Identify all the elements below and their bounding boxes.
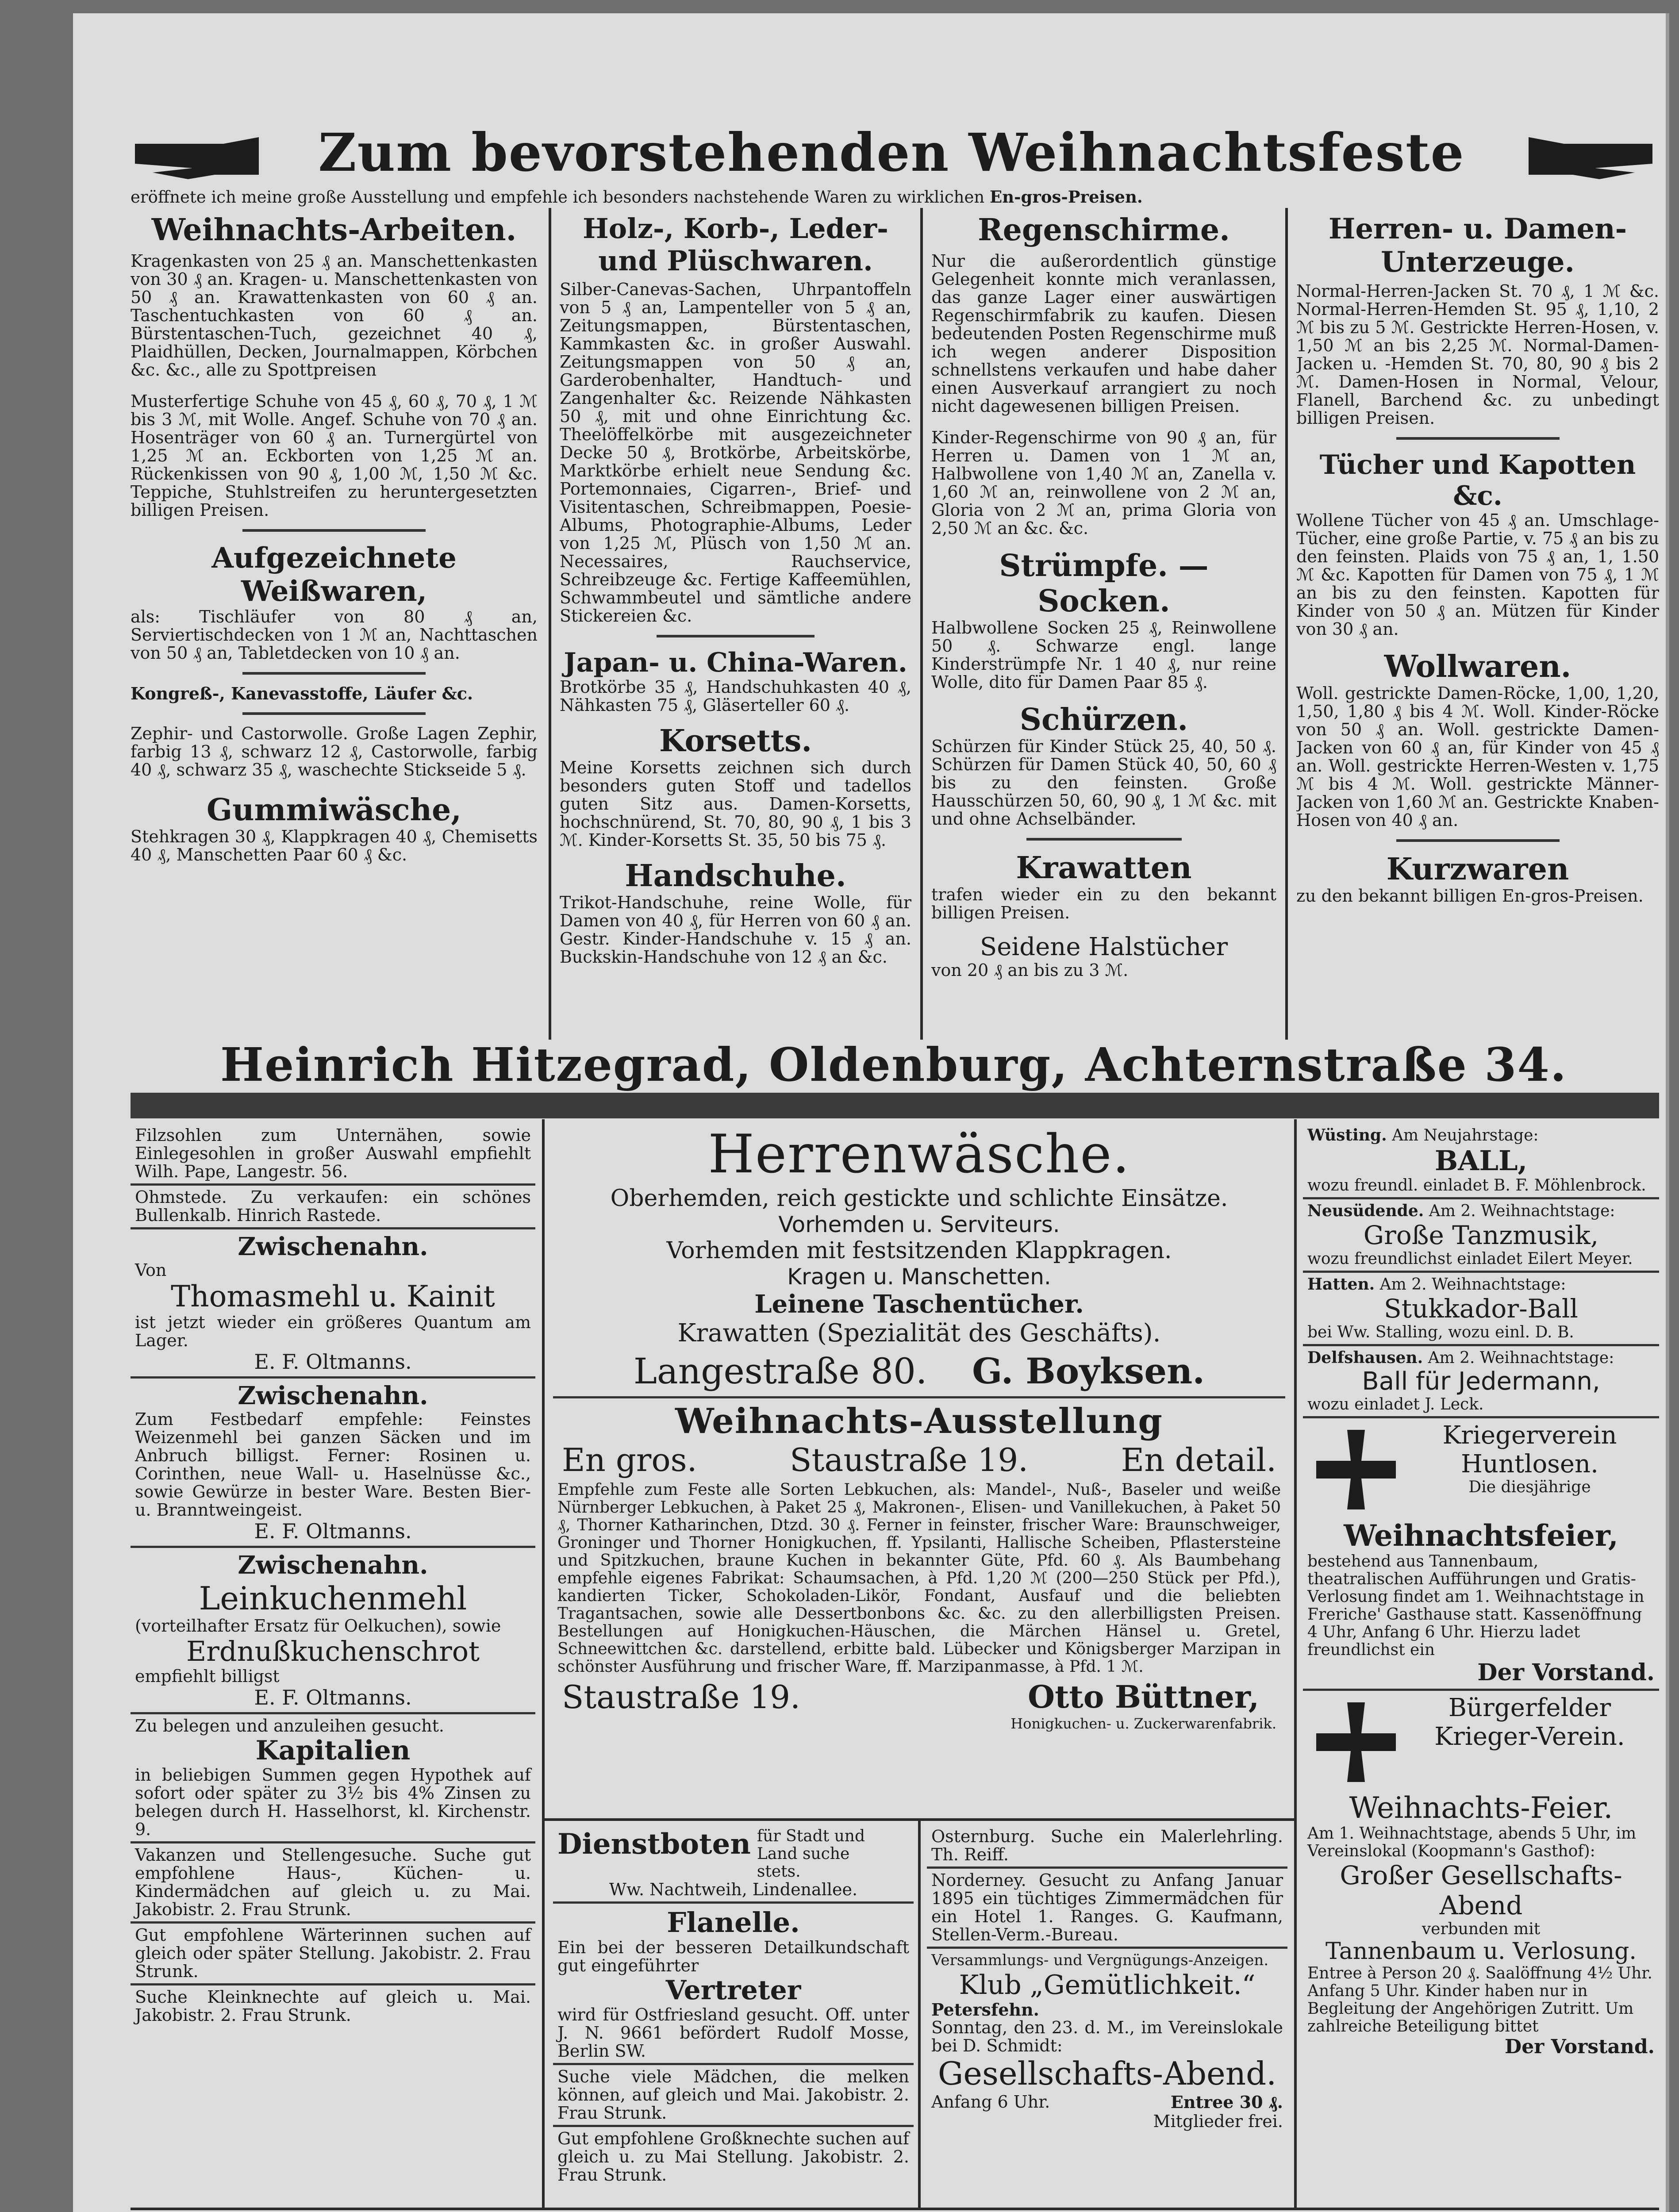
ad-engros: En gros.	[562, 1441, 697, 1479]
section-text: Kragenkasten von 25 ₰ an. Manschettenkasten von 30 ₰ an. Kragen- u. Manschettenkasten von 50 ₰ an. Krawattenkasten von 60 ₰ an. Taschentuchkasten von 60 ₰ an. Bürstentaschen-Tuch, gezeichnet 40 ₰, Plaidhüllen, Decken, Journalmappen, Körbchen &c. &c., alle zu Spottpreisen	[131, 251, 538, 380]
section-text: Brotkörbe 35 ₰, Handschuhkasten 40 ₰, Nähkasten 75 ₰, Gläserteller 60 ₰.	[560, 677, 911, 715]
ad-line: Krawatten (Spezialität des Geschäfts).	[677, 1319, 1161, 1348]
section-text: zu den bekannt billigen En-gros-Preisen.	[1296, 886, 1644, 906]
ad-footer-row	[553, 1350, 1285, 1392]
ad-heading: Bürgerfelder Krieger-Verein.	[1434, 1694, 1625, 1751]
column-rule	[918, 1818, 921, 2208]
ad-text: wozu einladet J. Leck.	[1307, 1395, 1484, 1413]
left-ads-column	[131, 1124, 535, 2208]
ad-text	[1307, 1275, 1655, 1294]
divider	[1396, 839, 1560, 842]
ad-text	[1307, 1349, 1655, 1367]
ad-heading: BALL,	[1434, 1144, 1528, 1177]
ad-kriegerverein-huntlosen	[1303, 1418, 1659, 1691]
ad-herrenwaesche	[553, 1124, 1285, 1398]
column-rule	[1294, 1119, 1297, 2208]
ad-address: Langestraße 80.	[633, 1351, 927, 1392]
divider	[242, 672, 426, 675]
ad-place: Delfshausen.	[1307, 1348, 1423, 1367]
ad-signature: E. F. Oltmanns.	[254, 1350, 412, 1374]
section-text: trafen wieder ein zu den bekannt billigen Preisen.	[931, 885, 1276, 922]
ad-text: Von	[135, 1260, 167, 1280]
ad-subhead-row	[553, 1441, 1285, 1479]
ad-festbedarf	[131, 1379, 535, 1548]
ad-heading: Klub „Gemütlichkeit.“	[959, 1970, 1256, 2001]
pointing-hand-left-icon	[126, 126, 268, 185]
ad-text: Entree à Person 20 ₰. Saalöffnung 4½ Uhr. Anfang 5 Uhr. Kinder haben nur in Begleitung der Angehörigen Zutritt. Um zahlreiche Beteiligung bittet	[1307, 1964, 1652, 2035]
ad-heading: Kapitalien	[255, 1735, 411, 1766]
section-heading: Aufgezeichnete Weißwaren,	[211, 541, 457, 608]
ad-text: ist jetzt wieder ein größeres Quantum am Lager.	[135, 1313, 531, 1350]
section-text: als: Tischläufer von 80 ₰ an, Serviertischdecken von 1 ℳ an, Nachttaschen von 50 ₰ an, Tabletdecken von 10 ₰ an.	[131, 607, 538, 663]
ad-heading: Ball für Jedermann,	[1362, 1367, 1600, 1396]
section-heading: Herren- u. Damen-Unterzeuge.	[1328, 212, 1627, 279]
ad-heading: Stukkador-Ball	[1384, 1294, 1578, 1324]
column-rule	[1285, 208, 1288, 1040]
ad-members: Mitglieder frei.	[1153, 2112, 1283, 2131]
ad-firm-sub: Honigkuchen- u. Zuckerwarenfabrik.	[1010, 1715, 1276, 1732]
ad-date: Am 2. Weihnachtstage:	[1428, 1349, 1614, 1367]
divider	[1026, 838, 1182, 841]
section-heading: Krawatten	[1016, 850, 1192, 886]
ad-text: Zu belegen und anzuleihen gesucht.	[135, 1716, 444, 1736]
ad-heading: Thomasmehl u. Kainit	[171, 1279, 495, 1313]
section-text: Nur die außerordentlich günstige Gelegenheit konnte mich veranlassen, das ganze Lager einer auswärtigen Regenschirmfabrik zu kaufen. Diesen bedeutenden Posten Regenschirme muß ich wegen anderer Disposition schnellstens verkaufen und habe daher einen Ausverkauf arrangiert zu noch nicht dagewesenen billigen Preisen.	[931, 251, 1276, 416]
ad-text: in beliebigen Summen gegen Hypothek auf sofort oder später zu 3½ bis 4% Zinsen zu belegen durch H. Hasselhorst, kl. Kirchenstr. 9.	[135, 1765, 531, 1839]
ad-text: Am 1. Weihnachtstage, abends 5 Uhr, im Vereinslokal (Koopmann's Gasthof):	[1307, 1824, 1637, 1860]
ad-text: wozu freundl. einladet B. F. Möhlenbrock.	[1307, 1176, 1646, 1194]
section-heading: Korsetts.	[659, 723, 812, 759]
section-heading: Schürzen.	[1019, 702, 1188, 737]
ad-place: Neusüdende.	[1307, 1202, 1424, 1220]
ad-delfshausen	[1303, 1346, 1659, 1418]
ad-entry: Entree 30 ₰.	[1170, 2092, 1283, 2112]
merchant-signature: Heinrich Hitzegrad, Oldenburg, Achternstraße 34.	[220, 1037, 1568, 1092]
section-text: Woll. gestrickte Damen-Röcke, 1,00, 1,20, 1,50, 1,80 ₰ bis 4 ℳ. Woll. Kinder-Röcke von 50 ₰ an. Woll. gestrickte Damen-Jacken von 60 ₰ an, für Kinder von 45 ₰ an. Woll. gestrickte Herren-Westen v. 1,75 ℳ bis 4 ℳ. Woll. gestrickte Männer-Jacken von 1,60 ℳ an. Gestrickte Knaben-Hosen von 40 ₰ an.	[1296, 684, 1659, 830]
ad-flanelle	[553, 1904, 914, 2065]
ad-vakanzen: Vakanzen und Stellengesuche. Suche gut empfohlene Haus-, Küchen- u. Kindermädchen auf gleich u. zu Mai. Jakobistr. 2. Frau Strunk.	[131, 1843, 535, 1924]
iron-cross-icon	[1312, 1698, 1400, 1786]
section-heading: Seidene Halstücher	[980, 933, 1228, 961]
header-subtitle	[131, 188, 1657, 206]
ad-line: Oberhemden, reich gestickte und schlichte Einsätze.	[610, 1185, 1228, 1212]
column-3	[931, 212, 1276, 1044]
ad-signature: E. F. Oltmanns.	[254, 1686, 412, 1709]
section-heading: Weihnachts-Arbeiten.	[151, 212, 517, 248]
section-heading: Wollwaren.	[1384, 649, 1571, 684]
ad-heading: Weihnachts-Ausstellung	[675, 1401, 1163, 1441]
ad-line: Kragen u. Manschetten.	[787, 1264, 1051, 1290]
divider	[657, 635, 815, 637]
ad-text	[1307, 1202, 1655, 1220]
footer-rule	[131, 2208, 1659, 2210]
section-text: von 20 ₰ an bis zu 3 ℳ.	[931, 960, 1129, 980]
section-text: Wollene Tücher von 45 ₰ an. Umschlage-Tücher, eine große Partie, v. 75 ₰ an bis zu den feinsten. Plaids von 75 ₰ an, 1, 1.50 ℳ &c. Kapotten für Damen von 75 ₰, 1 ℳ an bis zu den feinsten. Kapotten für Kinder von 50 ₰ an. Mützen für Kinder von 30 ₰ an.	[1296, 511, 1659, 639]
ad-text: Petersfehn.	[931, 2000, 1039, 2020]
ad-time: Anfang 6 Uhr.	[931, 2092, 1050, 2112]
section-heading: Handschuhe.	[625, 858, 846, 894]
ad-wuesting	[1303, 1124, 1659, 1199]
ad-text: empfiehlt billigst	[135, 1667, 280, 1686]
ad-heading: Gesellschafts-Abend.	[937, 2055, 1277, 2092]
section-text: Trikot-Handschuhe, reine Wolle, für Damen von 40 ₰, für Herren von 60 ₰ an. Gestr. Kinder-Handschuhe v. 15 ₰ an. Buckskin-Handschuhe von 12 ₰ an &c.	[560, 893, 911, 967]
ad-firm-block	[1010, 1678, 1276, 1732]
ad-endetail: En detail.	[1121, 1441, 1276, 1479]
ad-kleinknechte: Suche Kleinknechte auf gleich u. Mai. Jakobistr. 2. Frau Strunk.	[135, 1987, 531, 2025]
ad-text: Die diesjährige	[1468, 1478, 1591, 1496]
ad-firm: Otto Büttner,	[1028, 1678, 1260, 1715]
ad-text: Sonntag, den 23. d. M., im Vereinslokale bei D. Schmidt:	[931, 2018, 1283, 2055]
page-title: Zum bevorstehenden Weihnachtsfeste	[318, 122, 1465, 183]
ad-neusuedende	[1303, 1199, 1659, 1273]
ad-heading: Zwischenahn.	[238, 1551, 428, 1580]
ad-weihnachtsausstellung	[553, 1398, 1285, 1732]
iron-cross-icon	[1312, 1425, 1400, 1514]
ad-maedchen: Suche viele Mädchen, die melken können, auf gleich und Mai. Jakobistr. 2. Frau Strunk.	[553, 2065, 914, 2127]
ad-norderney: Norderney. Gesucht zu Anfang Januar 1895 ein tüchtiges Zimmermädchen für ein Hotel 1. Ranges. G. Kaufmann, Stellen-Verm.-Bureau.	[927, 1869, 1287, 1949]
ad-date: Am Neujahrstage:	[1392, 1126, 1539, 1144]
column-rule	[549, 208, 551, 1040]
ad-ohmstede: Ohmstede. Zu verkaufen: ein schönes Bullenkalb. Hinrich Rastede.	[131, 1186, 535, 1229]
ad-place: Wüsting.	[1307, 1126, 1387, 1144]
ad-line: Vorhemden u. Serviteurs.	[778, 1212, 1060, 1237]
section-text: Meine Korsetts zeichnen sich durch besonders guten Stoff und tadellos guten Sitz aus. Damen-Korsetts, hochschnürend, St. 70, 80, 90 ₰, 1 bis 3 ℳ. Kinder-Korsetts St. 35, 50 bis 75 ₰.	[560, 758, 911, 850]
ad-footer-row	[553, 1678, 1285, 1732]
section-heading: Strümpfe. — Socken.	[999, 548, 1209, 619]
ad-kapitalien	[131, 1714, 535, 1843]
column-rule	[920, 208, 923, 1040]
ad-text: verbunden mit	[1422, 1920, 1541, 1938]
section-heading: Kurzwaren	[1386, 852, 1569, 887]
column-rule	[542, 1119, 545, 2208]
ad-heading: Zwischenahn.	[238, 1381, 428, 1410]
section-text: Normal-Herren-Jacken St. 70 ₰, 1 ℳ &c. Normal-Herren-Hemden St. 95 ₰, 1,10, 2 ℳ bis zu 5 ℳ. Gestrickte Herren-Hosen, v. 1,50 ℳ an bis 2,25 ℳ. Normal-Damen-Jacken u. -Hemden St. 70, 80, 90 ₰ bis 2 ℳ. Damen-Hosen in Normal, Velour, Flanell, Barchend &c. zu unbedingt billigen Preisen.	[1296, 281, 1659, 428]
ad-buergerfelder	[1303, 1691, 1659, 2061]
section-heading: Gummiwäsche,	[207, 792, 461, 828]
ad-heading: Weihnachts-Feier.	[1349, 1791, 1613, 1825]
section-heading: Holz-, Korb-, Leder- und Plüschwaren.	[583, 212, 888, 277]
section-heading: Regenschirme.	[978, 212, 1230, 248]
ad-text: Ein bei der besseren Detailkundschaft gut eingeführter	[557, 1938, 909, 1975]
ad-heading: Flanelle.	[667, 1906, 800, 1939]
ad-signature: E. F. Oltmanns.	[254, 1519, 412, 1543]
section-text: Halbwollene Socken 25 ₰, Reinwollene 50 ₰. Schwarze engl. lange Kinderstrümpfe Nr. 1 40 ₰, nur reine Wolle, dito für Damen Paar 85 ₰.	[931, 618, 1276, 692]
ad-text: Empfehle zum Feste alle Sorten Lebkuchen, als: Mandel-, Nuß-, Baseler und weiße Nürnberger Lebkuchen, à Paket 25 ₰, Makronen-, Elisen- und Vanillekuchen, à Paket 50 ₰, Thorner Katharinchen, Dtzd. 30 ₰. Ferner in feinster, frischer Ware: Braunschweiger, Groninger und Thorner Honigkuchen, ff. Ypsilanti, Hallische Scheiben, Pflastersteine und Spitzkuchen, braune Kuchen in bekannter Güte, Pfd. 60 ₰. Als Baumbehang empfehle eigenes Fabrikat: Schaumsachen, à Pfd. 1,20 ℳ (200—250 Stück per Pfd.), kandierten Ticker, Schokoladen-Likör, Fondant, Ausfauf und die beliebten Tragantsachen, sowie alle Dessertbonbons &c. &c. zu den allerbilligsten Preisen. Bestellungen auf Honigkuchen-Häuschen, die Märchen Hänsel u. Gretel, Schneewittchen &c. darstellend, erbitte bald. Lübecker und Königsberger Marzipan in schönster Ausführung und frischer Ware, ff. Marzipanmasse, à Pfd. 1 ℳ.	[557, 1481, 1281, 1676]
ad-dienstboten	[553, 1825, 914, 1904]
center-ads-column	[553, 1124, 1285, 1818]
newspaper-page	[73, 13, 1666, 2212]
ad-klub	[927, 1949, 1287, 2133]
ad-heading: Großer Gesellschafts-Abend	[1340, 1860, 1622, 1920]
ad-heading: Tannenbaum u. Verlosung.	[1326, 1938, 1637, 1965]
heavy-rule	[131, 1093, 1659, 1118]
ad-text: wozu freundlichst einladet Eilert Meyer.	[1307, 1250, 1633, 1268]
ad-heading: Dienstboten	[557, 1828, 751, 1861]
ad-filzsohlen: Filzsohlen zum Unternähen, sowie Einlegesohlen in großer Auswahl empfiehlt Wilh. Pape, Langestr. 56.	[131, 1124, 535, 1186]
pointing-hand-right-icon	[1520, 126, 1661, 185]
ad-text: bei Ww. Stalling, wozu einl. D. B.	[1307, 1323, 1574, 1341]
section-text: Kongreß-, Kanevasstoffe, Läufer &c.	[131, 684, 473, 703]
column-4	[1296, 212, 1659, 1044]
divider	[1396, 437, 1560, 440]
ad-info-row	[931, 2092, 1283, 2112]
center-right-ads	[927, 1825, 1287, 2205]
divider	[542, 1818, 1294, 1821]
ad-text: (vorteilhafter Ersatz für Oelkuchen), sowie	[135, 1616, 501, 1636]
ad-text	[1307, 1126, 1655, 1144]
ad-text: für Stadt und Land suche stets.	[757, 1827, 865, 1881]
ad-date: Am 2. Weihnachtstage:	[1429, 1202, 1615, 1220]
ad-signature: Der Vorstand.	[1477, 1659, 1655, 1686]
column-2	[560, 212, 911, 1044]
ad-signature: Ww. Nachtweih, Lindenallee.	[609, 1880, 858, 1899]
ad-heading: Große Tanzmusik,	[1363, 1220, 1599, 1250]
ad-osternburg: Osternburg. Suche ein Malerlehrling. Th. Reiff.	[927, 1825, 1287, 1869]
ad-line: Vorhemden mit festsitzenden Klappkragen.	[666, 1237, 1172, 1264]
ad-heading: Herrenwäsche.	[708, 1124, 1130, 1185]
right-ads-column	[1303, 1124, 1659, 2208]
ad-address: Staustraße 19.	[790, 1441, 1029, 1479]
section-heading: Tücher und Kapotten &c.	[1319, 449, 1636, 511]
ad-firm: G. Boyksen.	[972, 1350, 1205, 1392]
ad-date: Am 2. Weihnachtstage:	[1379, 1275, 1566, 1294]
section-text: Kinder-Regenschirme von 90 ₰ an, für Herren u. Damen von 1 ℳ an, Halbwollene von 1,40 ℳ an, Zanella v. 1,60 ℳ an, reinwollene von 2 ℳ an, Gloria von 2 ℳ an, prima Gloria von 2,50 ℳ an &c. &c.	[931, 428, 1276, 538]
ad-text: bestehend aus Tannenbaum, theatralischen Aufführungen und Gratis-Verlosung findet am 1. Weihnachtstage in Freriche' Gasthause statt. Kassenöffnung 4 Uhr, Anfang 6 Uhr. Hierzu ladet freundlichst ein	[1307, 1552, 1644, 1659]
subtitle-text: eröffnete ich meine große Ausstellung und empfehle ich besonders nachstehende Waren zu wirklichen	[131, 188, 985, 207]
ad-text: Versammlungs- und Vergnügungs-Anzeigen.	[931, 1951, 1269, 1969]
ad-grossknechte: Gut empfohlene Großknechte suchen auf gleich u. zu Mai Stellung. Jakobistr. 2. Frau Strunk.	[557, 2129, 909, 2185]
ad-leinkuchenmehl	[131, 1548, 535, 1714]
ad-line: Leinene Taschentücher.	[754, 1290, 1084, 1319]
ad-place: Hatten.	[1307, 1275, 1375, 1294]
center-left-ads	[553, 1825, 914, 2205]
ad-heading: Erdnußkuchenschrot	[186, 1635, 480, 1667]
ad-text: Zum Festbedarf empfehle: Feinstes Weizenmehl bei ganzen Säcken und im Anbruch billigst. Ferner: Rosinen u. Corinthen, neue Wall- u. Haselnüsse &c., sowie Gewürze in bester Ware. Besten Bier- u. Branntweingeist.	[135, 1409, 531, 1520]
ad-heading: Zwischenahn.	[238, 1232, 428, 1261]
ad-address: Staustraße 19.	[562, 1678, 800, 1716]
ad-heading: Vertreter	[665, 1975, 801, 2006]
ad-waerterinnen: Gut empfohlene Wärterinnen suchen auf gleich oder später Stellung. Jakobistr. 2. Frau Strunk.	[131, 1924, 535, 1985]
column-1	[131, 212, 538, 1044]
ad-signature: Der Vorstand.	[1505, 2035, 1655, 2058]
divider	[242, 712, 426, 715]
section-text: Schürzen für Kinder Stück 25, 40, 50 ₰. Schürzen für Damen Stück 40, 50, 60 ₰ bis zu den feinsten. Große Hausschürzen 50, 60, 90 ₰, 1 ℳ &c. mit und ohne Achselbänder.	[931, 737, 1276, 829]
ad-heading: Leinkuchenmehl	[199, 1580, 467, 1617]
section-text: Musterfertige Schuhe von 45 ₰, 60 ₰, 70 ₰, 1 ℳ bis 3 ℳ, mit Wolle. Angef. Schuhe von 70 ₰ an. Hosenträger von 60 ₰ an. Turnergürtel von 1,25 ℳ an. Eckborten von 1,25 ℳ an. Rückenkissen von 90 ₰, 1,00 ℳ, 1,50 ℳ &c. Teppiche, Stuhlstreifen zu heruntergesetzten billigen Preisen.	[131, 392, 538, 520]
subtitle-engros: En-gros-Preisen.	[990, 187, 1143, 207]
section-text: Zephir- und Castorwolle. Große Lagen Zephir, farbig 13 ₰, schwarz 12 ₰, Castorwolle, farbig 40 ₰, schwarz 35 ₰, waschechte Stickseide 5 ₰.	[131, 724, 538, 780]
section-heading: Japan- u. China-Waren.	[564, 647, 907, 678]
divider	[242, 529, 426, 532]
ad-text: wird für Ostfriesland gesucht. Off. unter J. N. 9661 befördert Rudolf Mosse, Berlin SW.	[557, 2005, 909, 2061]
section-text: Stehkragen 30 ₰, Klappkragen 40 ₰, Chemisetts 40 ₰, Manschetten Paar 60 ₰ &c.	[131, 827, 538, 864]
ad-heading: Kriegerverein Huntlosen.	[1442, 1421, 1617, 1479]
section-text: Silber-Canevas-Sachen, Uhrpantoffeln von 5 ₰ an, Lampenteller von 5 ₰ an, Zeitungsmappen, Bürstentaschen, Kammkasten &c. in großer Auswahl. Zeitungsmappen von 50 ₰ an, Garderobenhalter, Handtuch- und Zangenhalter &c. Reizende Nähkasten 50 ₰, mit und ohne Einrichtung &c. Theelöffelkörbe mit ausgezeichneter Decke 50 ₰, Brotkörbe, Arbeitskörbe, Marktkörbe erhielt neue Sendung &c. Portemonnaies, Cigarren-, Brief- und Visitentaschen, Schreibmappen, Poesie-Albums, Photographie-Albums, Leder von 1,25 ℳ, Plüsch von 1,50 ℳ an. Necessaires, Rauchservice, Schreibzeuge &c. Fertige Kaffeemühlen, Schwammbeutel und sämtliche andere Stickereien &c.	[560, 280, 911, 626]
ad-thomasmehl	[131, 1229, 535, 1379]
ad-hatten	[1303, 1273, 1659, 1346]
ad-heading: Weihnachtsfeier,	[1344, 1518, 1618, 1553]
